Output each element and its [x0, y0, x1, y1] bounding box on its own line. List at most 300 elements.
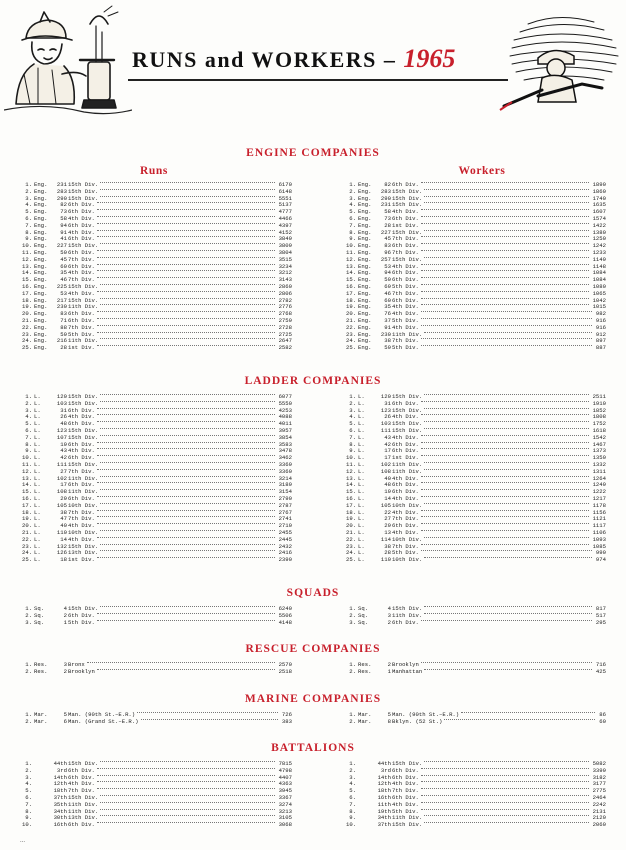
dot-leader	[100, 550, 275, 551]
dot-leader	[97, 236, 275, 237]
unit-type: L.	[34, 406, 41, 414]
count-value: 3182	[592, 773, 606, 781]
count-value: 1093	[592, 535, 606, 543]
dot-leader	[97, 455, 275, 456]
row-rank: 14.	[22, 481, 33, 489]
dot-leader	[421, 802, 589, 803]
dot-leader	[421, 448, 589, 449]
unit-number: 1	[63, 618, 67, 626]
unit-number: 126	[56, 549, 67, 557]
row-rank: 20.	[22, 522, 33, 530]
unit-type: Eng.	[34, 248, 48, 256]
dot-leader	[97, 442, 275, 443]
count-value: 4088	[278, 413, 292, 421]
division: 15th Div.	[68, 793, 99, 801]
row-rank: 13.	[346, 262, 357, 270]
count-value: 3957	[278, 426, 292, 434]
list-item	[22, 662, 292, 669]
unit-number: 230	[56, 303, 67, 311]
division: 6th Div.	[392, 766, 419, 774]
dot-leader	[100, 530, 275, 531]
count-value: 4798	[278, 766, 292, 774]
row-rank: 10.	[22, 454, 33, 462]
unit-type: L.	[358, 542, 365, 550]
unit-type: Eng.	[34, 201, 48, 209]
unit-type: Mar.	[34, 717, 48, 725]
unit-number: 225	[56, 282, 67, 290]
dot-leader	[421, 435, 589, 436]
dot-leader	[421, 291, 589, 292]
division: 7th Div.	[392, 289, 419, 297]
unit-type: L.	[358, 501, 365, 509]
unit-type: L.	[358, 522, 365, 530]
unit-type: L.	[358, 494, 365, 502]
unit-type: Eng.	[34, 303, 48, 311]
dot-leader	[424, 469, 589, 470]
unit-number: 44th	[377, 760, 391, 767]
dot-leader	[421, 476, 589, 477]
count-value: 5506	[278, 611, 292, 619]
unit-type: Eng.	[34, 289, 48, 297]
dot-leader	[421, 496, 589, 497]
row-rank: 23.	[346, 330, 357, 338]
count-value: 2710	[278, 522, 292, 530]
dot-leader	[421, 298, 589, 299]
unit-number: 19	[384, 488, 391, 496]
unit-number: 59	[384, 344, 391, 352]
count-value: 1740	[592, 194, 606, 202]
unit-type: Eng.	[34, 323, 48, 331]
dot-leader	[97, 230, 275, 231]
dot-leader	[424, 462, 589, 463]
division: 4th Div.	[392, 528, 419, 536]
dot-leader	[97, 270, 275, 271]
list-item	[22, 613, 292, 620]
dot-leader	[97, 209, 275, 210]
unit-type: L.	[34, 488, 41, 496]
unit-number: 14th	[377, 773, 391, 781]
unit-type: Sq.	[358, 605, 369, 612]
ladder-workers-list	[346, 394, 606, 564]
dot-leader	[424, 394, 589, 395]
dot-leader	[421, 516, 589, 517]
count-value: 1332	[592, 460, 606, 468]
unit-number: 123	[56, 426, 67, 434]
row-rank: 1.	[349, 661, 356, 668]
count-value: 1121	[592, 515, 606, 523]
unit-number: 4	[63, 605, 67, 612]
row-rank: 22.	[22, 323, 33, 331]
unit-type: L.	[358, 488, 365, 496]
count-value: 6240	[278, 605, 292, 612]
count-value: 1117	[592, 522, 606, 530]
division: 6th Div.	[68, 766, 95, 774]
unit-type: Eng.	[34, 235, 48, 243]
row-rank: 12.	[22, 467, 33, 475]
division: 7th Div.	[392, 515, 419, 523]
division: 6th Div.	[392, 481, 419, 489]
unit-number: 28	[384, 221, 391, 229]
count-value: 1422	[592, 221, 606, 229]
dot-leader	[97, 613, 275, 614]
dot-leader	[97, 264, 275, 265]
dot-leader	[100, 795, 275, 796]
dot-leader	[421, 250, 589, 251]
row-rank: 7.	[349, 800, 356, 808]
dot-leader	[444, 719, 595, 720]
unit-type: Eng.	[358, 221, 372, 229]
row-rank: 9.	[25, 447, 32, 455]
unit-number: 5	[63, 711, 67, 718]
unit-type: Eng.	[34, 187, 48, 195]
dot-leader	[421, 795, 589, 796]
count-value: 4777	[278, 208, 292, 216]
dot-leader	[421, 544, 589, 545]
unit-type: L.	[34, 413, 41, 421]
count-value: 2390	[278, 556, 292, 564]
unit-number: 227	[380, 228, 391, 236]
unit-type: Eng.	[358, 289, 372, 297]
count-value: 5137	[278, 201, 292, 209]
unit-type: L.	[358, 549, 365, 557]
row-rank: 17.	[346, 501, 357, 509]
unit-number: 3rd	[56, 766, 67, 774]
division: 15th Div.	[392, 228, 423, 236]
row-rank: 4.	[349, 780, 356, 788]
battalions-runs-list	[22, 761, 292, 829]
division: 13th Div.	[68, 549, 99, 557]
page-footer: ...	[20, 838, 26, 844]
unit-number: 31	[60, 406, 67, 414]
count-value: 2120	[592, 814, 606, 822]
division: 7th Div.	[392, 235, 419, 243]
list-item	[346, 712, 606, 719]
row-rank: 17.	[22, 501, 33, 509]
unit-number: 290	[380, 194, 391, 202]
dot-leader	[424, 421, 589, 422]
division: 1st Div.	[392, 221, 419, 229]
row-rank: 4.	[349, 201, 356, 209]
dot-leader	[97, 620, 275, 621]
dot-leader	[100, 196, 275, 197]
rescue-companies-heading: RESCUE COMPANIES	[245, 643, 381, 655]
row-rank: 21.	[346, 316, 357, 324]
unit-number: 83	[60, 310, 67, 318]
unit-type: Eng.	[358, 228, 372, 236]
row-rank: 22.	[346, 535, 357, 543]
unit-number: 46	[60, 276, 67, 284]
dot-leader	[424, 669, 592, 670]
unit-number: 83	[384, 242, 391, 250]
dot-leader	[137, 712, 278, 713]
unit-number: 227	[56, 242, 67, 250]
list-item	[22, 345, 292, 352]
dot-leader	[97, 469, 275, 470]
unit-type: Eng.	[358, 337, 372, 345]
unit-number: 76	[384, 310, 391, 318]
unit-number: 27	[384, 515, 391, 523]
division: 5th Div.	[68, 618, 95, 626]
unit-type: L.	[34, 399, 41, 407]
list-item	[346, 669, 606, 676]
count-value: 6148	[278, 187, 292, 195]
unit-number: 73	[384, 214, 391, 222]
count-value: 4397	[278, 221, 292, 229]
unit-number: 48	[60, 420, 67, 428]
unit-type: L.	[34, 393, 41, 400]
count-value: 982	[595, 310, 606, 318]
dot-leader	[87, 662, 275, 663]
list-item	[22, 669, 292, 676]
division: 6th Div.	[392, 276, 419, 284]
count-value: 3583	[278, 440, 292, 448]
row-rank: 13.	[22, 262, 33, 270]
unit-type: L.	[34, 542, 41, 550]
list-item	[22, 620, 292, 627]
count-value: 1149	[592, 255, 606, 263]
count-value: 3214	[278, 474, 292, 482]
list-item	[346, 606, 606, 613]
dot-leader	[421, 277, 589, 278]
count-value: 2782	[278, 296, 292, 304]
division: 6th Div.	[68, 235, 95, 243]
unit-number: 59	[60, 330, 67, 338]
division: 5th Div.	[392, 316, 419, 324]
unit-number: 29	[60, 494, 67, 502]
unit-type: Eng.	[358, 316, 372, 324]
engine-companies-heading: ENGINE COMPANIES	[246, 147, 380, 159]
unit-number: 35	[60, 269, 67, 277]
count-value: 2860	[278, 282, 292, 290]
dot-leader	[97, 537, 275, 538]
division: Brooklyn	[392, 661, 419, 668]
count-value: 2776	[278, 303, 292, 311]
row-rank: 15.	[22, 488, 33, 496]
unit-number: 40	[60, 522, 67, 530]
division: 15th Div.	[68, 605, 99, 612]
unit-type: L.	[34, 556, 41, 564]
unit-number: 73	[60, 208, 67, 216]
row-rank: 8.	[349, 807, 356, 815]
unit-number: 2	[63, 611, 67, 619]
unit-number: 26	[384, 413, 391, 421]
dot-leader	[421, 442, 589, 443]
dot-leader	[424, 537, 589, 538]
dot-leader	[421, 216, 589, 217]
unit-number: 105	[380, 501, 391, 509]
count-value: 3213	[278, 807, 292, 815]
dot-leader	[100, 802, 275, 803]
row-rank: 18.	[346, 508, 357, 516]
count-value: 1752	[592, 420, 606, 428]
row-rank: 23.	[22, 330, 33, 338]
dot-leader	[97, 557, 275, 558]
dot-leader	[97, 291, 275, 292]
count-value: 2432	[278, 542, 292, 550]
dot-leader	[97, 781, 275, 782]
division: 7th Div.	[392, 787, 419, 795]
engine-workers-list	[346, 182, 606, 352]
count-value: 5551	[278, 194, 292, 202]
unit-number: 48	[384, 481, 391, 489]
count-value: 990	[595, 549, 606, 557]
division: 4th Div.	[392, 494, 419, 502]
dot-leader	[100, 338, 275, 339]
division: 11th Div.	[68, 488, 99, 496]
unit-number: 14	[60, 535, 67, 543]
unit-number: 94	[60, 221, 67, 229]
division: 6th Div.	[68, 420, 95, 428]
battalions-heading: BATTALIONS	[271, 742, 355, 754]
division: 10th Div.	[392, 535, 423, 543]
row-rank: 2.	[349, 187, 356, 195]
division: 15th Div.	[392, 187, 423, 195]
row-rank: 11.	[346, 248, 357, 256]
unit-number: 231	[56, 181, 67, 188]
unit-type: L.	[34, 454, 41, 462]
list-item	[22, 557, 292, 564]
row-rank: 15.	[22, 276, 33, 284]
unit-number: 283	[380, 187, 391, 195]
row-rank: 13.	[346, 474, 357, 482]
division: 11th Div.	[392, 330, 423, 338]
division: 15th Div.	[68, 760, 99, 767]
row-rank: 5.	[25, 787, 32, 795]
dot-leader	[421, 489, 589, 490]
dot-leader	[97, 822, 275, 823]
dot-leader	[97, 523, 275, 524]
row-rank: 2.	[349, 667, 356, 675]
count-value: 2570	[278, 661, 292, 668]
row-rank: 3.	[349, 406, 356, 414]
count-value: 6170	[278, 181, 292, 188]
unit-type: L.	[358, 535, 365, 543]
dot-leader	[100, 462, 275, 463]
row-rank: 23.	[22, 542, 33, 550]
dot-leader	[421, 182, 589, 183]
division: 7th Div.	[68, 467, 95, 475]
unit-number: 60	[60, 262, 67, 270]
unit-type: Eng.	[34, 276, 48, 284]
dot-leader	[421, 662, 592, 663]
unit-type: Eng.	[34, 269, 48, 277]
unit-type: L.	[358, 556, 365, 564]
division: 6th Div.	[392, 793, 419, 801]
count-value: 3212	[278, 269, 292, 277]
unit-type: L.	[358, 420, 365, 428]
unit-type: Sq.	[34, 618, 45, 626]
count-value: 3399	[592, 766, 606, 774]
unit-type: L.	[358, 393, 365, 400]
division: 7th Div.	[68, 255, 95, 263]
squads-runs-list	[22, 606, 292, 626]
unit-type: Eng.	[34, 337, 48, 345]
unit-type: L.	[358, 528, 365, 536]
unit-type: Eng.	[34, 194, 48, 202]
dot-leader	[421, 270, 589, 271]
division: 7th Div.	[392, 337, 419, 345]
count-value: 1065	[592, 289, 606, 297]
division: 15th Div.	[68, 181, 99, 188]
unit-number: 35th	[53, 800, 67, 808]
row-rank: 2.	[25, 611, 32, 619]
row-rank: 5.	[349, 787, 356, 795]
unit-number: 40	[384, 474, 391, 482]
count-value: 1808	[592, 413, 606, 421]
count-value: 3369	[278, 460, 292, 468]
unit-number: 103	[380, 420, 391, 428]
row-rank: 19.	[22, 515, 33, 523]
unit-number: 105	[56, 501, 67, 509]
row-rank: 19.	[22, 303, 33, 311]
list-item	[22, 822, 292, 829]
ladder-companies-heading: LADDER COMPANIES	[244, 375, 382, 387]
division: 11th Div.	[68, 474, 99, 482]
count-value: 4407	[278, 773, 292, 781]
unit-type: Mar.	[34, 711, 48, 718]
count-value: 2511	[592, 393, 606, 400]
unit-number: 3	[387, 611, 391, 619]
dot-leader	[424, 503, 589, 504]
unit-type: Eng.	[358, 296, 372, 304]
division: 4th Div.	[68, 535, 95, 543]
row-rank: 1.	[25, 181, 32, 188]
list-item	[22, 606, 292, 613]
list-item	[22, 712, 292, 719]
division: 5th Div.	[68, 330, 95, 338]
division: 4th Div.	[392, 208, 419, 216]
unit-type: L.	[34, 433, 41, 441]
unit-type: L.	[34, 508, 41, 516]
division: 1st Div.	[392, 454, 419, 462]
unit-type: Eng.	[358, 276, 372, 284]
division: 6th Div.	[68, 316, 95, 324]
title-year: 1965	[403, 44, 456, 73]
count-value: 1574	[592, 214, 606, 222]
unit-type: Res.	[358, 667, 372, 675]
dot-leader	[97, 325, 275, 326]
count-value: 517	[595, 611, 606, 619]
row-rank: 18.	[22, 508, 33, 516]
dot-leader	[97, 345, 275, 346]
unit-number: 58	[60, 214, 67, 222]
division: 6th Div.	[68, 248, 95, 256]
row-rank: 17.	[22, 289, 33, 297]
count-value: 1542	[592, 433, 606, 441]
unit-type: Eng.	[34, 262, 48, 270]
row-rank: 2.	[349, 611, 356, 619]
division: 4th Div.	[68, 413, 95, 421]
unit-type: Eng.	[34, 344, 48, 352]
count-value: 1217	[592, 494, 606, 502]
division: 15th Div.	[68, 542, 99, 550]
count-value: 3143	[278, 276, 292, 284]
unit-type: L.	[358, 440, 365, 448]
division: Brooklyn	[68, 667, 95, 675]
count-value: 2455	[278, 528, 292, 536]
count-value: 1156	[592, 508, 606, 516]
unit-type: L.	[34, 426, 41, 434]
dot-leader	[424, 761, 589, 762]
division: 4th Div.	[392, 800, 419, 808]
list-item	[346, 557, 606, 564]
division: 6th Div.	[68, 494, 95, 502]
count-value: 3189	[278, 481, 292, 489]
division: 4th Div.	[392, 310, 419, 318]
dot-leader	[100, 606, 275, 607]
dot-leader	[424, 606, 592, 607]
unit-number: 107	[56, 433, 67, 441]
